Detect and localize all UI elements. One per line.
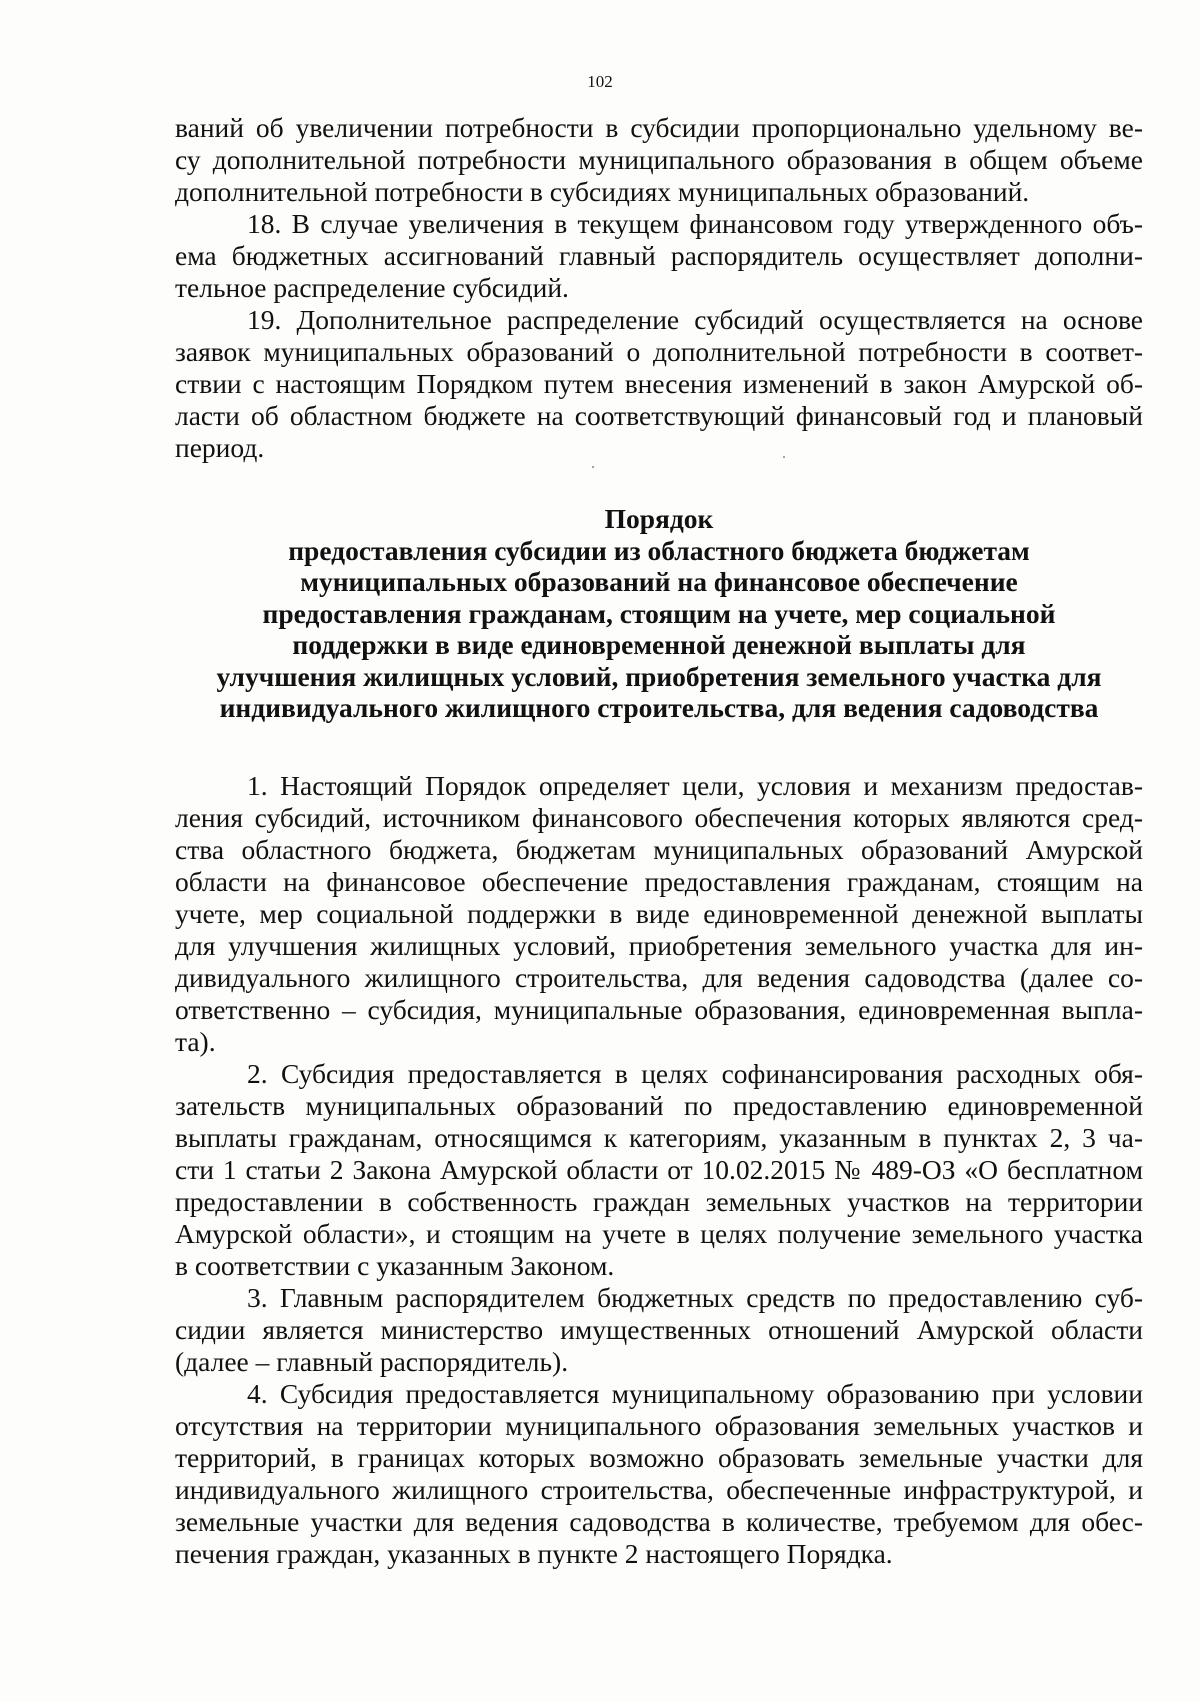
text-line: ства областного бюджета, бюджетам муниципальных образований Амурской: [175, 834, 1143, 865]
text-line: дополнительной потребности в субсидиях муниципальных образований.: [175, 176, 1030, 207]
text-line: выплаты гражданам, относящимся к категориям, указанным в пунктах 2, 3 ча-: [175, 1122, 1143, 1153]
text-line: зательств муниципальных образований по предоставлению единовременной: [175, 1090, 1143, 1121]
text-line: индивидуального жилищного строительства, обеспеченные инфраструктурой, и: [175, 1474, 1143, 1505]
text-line: для улучшения жилищных условий, приобретения земельного участка для ин-: [175, 930, 1143, 961]
previous-section-text: [175, 112, 1143, 464]
heading-line: муниципальных образований на финансовое обеспечение: [300, 566, 1018, 597]
item-19-paragraph: [175, 304, 1143, 464]
text-line: ласти об областном бюджете на соответствующий финансовый год и плановый: [175, 400, 1143, 431]
text-line: сти 1 статьи 2 Закона Амурской области от 10.02.2015 № 489-ОЗ «О бесплатном: [175, 1154, 1143, 1185]
page-number: 102: [587, 72, 613, 91]
text-line: 4. Субсидия предоставляется муниципальному образованию при условии: [247, 1378, 1143, 1409]
paragraph-2: [175, 1058, 1143, 1282]
text-line: в соответствии с указанным Законом.: [175, 1250, 615, 1281]
heading-line: предоставления субсидии из областного бюджета бюджетам: [288, 534, 1030, 566]
scan-speck: [592, 466, 594, 468]
text-line: отсутствия на территории муниципального образования земельных участков и: [175, 1410, 1143, 1441]
procedure-body: [175, 770, 1143, 1570]
text-line: заявок муниципальных образований о дополнительной потребности в соответ-: [175, 336, 1143, 367]
continuation-paragraph: [175, 112, 1143, 208]
heading-title: Порядок: [604, 503, 714, 534]
text-line: (далее – главный распорядитель).: [175, 1346, 569, 1377]
text-line: период.: [175, 432, 265, 463]
text-line: та).: [175, 1026, 216, 1057]
scan-speck: [783, 456, 785, 458]
section-heading: [175, 503, 1143, 724]
heading-line: предоставления гражданам, стоящим на учете, мер социальной: [262, 597, 1056, 629]
text-line: 18. В случае увеличения в текущем финансовом году утвержденного объ-: [247, 208, 1143, 239]
text-line: сидии является министерство имущественных отношений Амурской области: [175, 1314, 1143, 1345]
text-line: ствии с настоящим Порядком путем внесения изменений в закон Амурской об-: [175, 368, 1143, 399]
item-18-paragraph: [175, 208, 1143, 304]
text-line: Амурской области», и стоящим на учете в целях получение земельного участка: [175, 1218, 1143, 1249]
paragraph-3: [175, 1282, 1143, 1378]
text-line: ваний об увеличении потребности в субсидии пропорционально удельному ве-: [175, 112, 1143, 143]
paragraph-4: [175, 1378, 1143, 1570]
text-line: 19. Дополнительное распределение субсидий осуществляется на основе: [247, 304, 1143, 335]
text-line: области на финансовое обеспечение предоставления гражданам, стоящим на: [175, 866, 1143, 897]
text-line: ления субсидий, источником финансового обеспечения которых являются сред-: [175, 802, 1143, 833]
heading-line: улучшения жилищных условий, приобретения земельного участка для: [216, 660, 1102, 692]
text-line: дивидуального жилищного строительства, для ведения садоводства (далее со-: [175, 962, 1143, 993]
text-line: территорий, в границах которых возможно образовать земельные участки для: [175, 1442, 1143, 1473]
text-line: учете, мер социальной поддержки в виде единовременной денежной выплаты: [175, 898, 1143, 929]
text-line: печения граждан, указанных в пункте 2 настоящего Порядка.: [175, 1538, 893, 1569]
text-line: ема бюджетных ассигнований главный распорядитель осуществляет дополни-: [175, 240, 1143, 271]
text-line: тельное распределение субсидий.: [175, 272, 569, 303]
text-line: ответственно – субсидия, муниципальные образования, единовременная выпла-: [175, 994, 1143, 1025]
text-line: земельные участки для ведения садоводства в количестве, требуемом для обес-: [175, 1506, 1143, 1537]
text-line: 2. Субсидия предоставляется в целях софинансирования расходных обя-: [247, 1058, 1143, 1089]
text-line: 1. Настоящий Порядок определяет цели, условия и механизм предостав-: [247, 770, 1143, 801]
heading-line: индивидуального жилищного строительства, для ведения садоводства: [219, 692, 1099, 723]
text-line: 3. Главным распорядителем бюджетных средств по предоставлению суб-: [247, 1282, 1143, 1313]
heading-line: поддержки в виде единовременной денежной выплаты для: [292, 629, 1026, 660]
paragraph-1: [175, 770, 1143, 1058]
text-line: су дополнительной потребности муниципального образования в общем объеме: [175, 144, 1143, 175]
text-line: предоставлении в собственность граждан земельных участков на территории: [175, 1186, 1143, 1217]
